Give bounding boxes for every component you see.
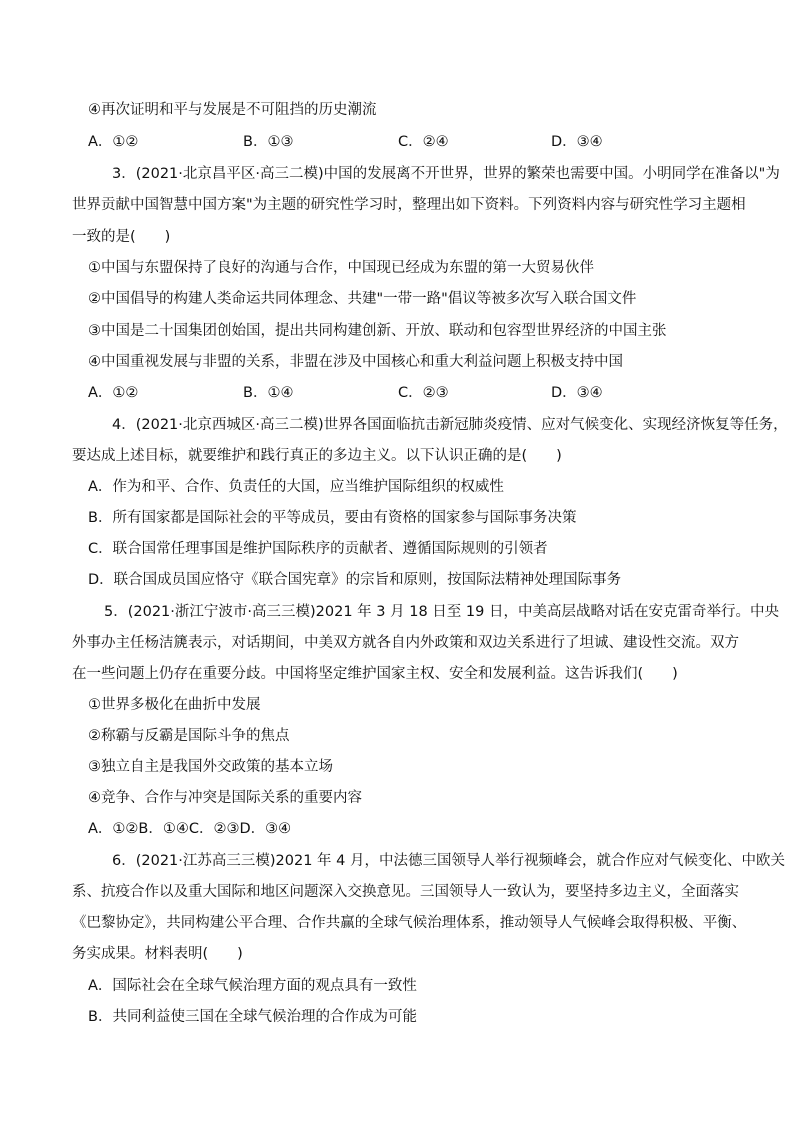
question-6-line-2: 系、抗疫合作以及重大国际和地区问题深入交换意见。三国领导人一致认为，要坚持多边主义，全面落实 xyxy=(72,884,739,900)
question-4-option-c: C．联合国常任理事国是维护国际秩序的贡献者、遵循国际规则的引领者 xyxy=(88,541,548,557)
question-4-option-b: B．所有国家都是国际社会的平等成员，要由有资格的国家参与国际事务决策 xyxy=(88,510,577,526)
question-4-option-a: A．作为和平、合作、负责任的大国，应当维护国际组织的权威性 xyxy=(88,479,504,495)
question-6-line-1: 6．(2021·江苏高三三模)2021 年 4 月，中法德三国领导人举行视频峰会，就合作应对气候变化、中欧关 xyxy=(112,853,786,869)
question-4-line-2: 要达成上述目标，就要维护和践行真正的多边主义。以下认识正确的是( ) xyxy=(72,448,562,464)
question-5-line-3: 在一些问题上仍存在重要分歧。中国将坚定维护国家主权、安全和发展利益。这告诉我们( ) xyxy=(72,666,678,682)
question-5-statement-2: ②称霸与反霸是国际斗争的焦点 xyxy=(88,728,290,744)
question-4-option-d: D．联合国成员国应恪守《联合国宪章》的宗旨和原则，按国际法精神处理国际事务 xyxy=(88,572,622,588)
question-5-statement-4: ④竞争、合作与冲突是国际关系的重要内容 xyxy=(88,790,362,806)
question-4-line-1: 4．(2021·北京西城区·高三二模)世界各国面临抗击新冠肺炎疫情、应对气候变化、实现经济恢复等任务， xyxy=(112,417,788,433)
question-5-line-1: 5．(2021·浙江宁波市·高三三模)2021 年 3 月 18 日至 19 日，中美高层战略对话在安克雷奇举行。中央 xyxy=(104,604,779,620)
option-c: C．②③ xyxy=(398,385,449,401)
question-5-line-2: 外事办主任杨洁篪表示，对话期间，中美双方就各自内外政策和双边关系进行了坦诚、建设性交流。双方 xyxy=(72,635,739,651)
question-3-statement-4: ④中国重视发展与非盟的关系，非盟在涉及中国核心和重大利益问题上积极支持中国 xyxy=(88,354,623,370)
option-b: B．①④ xyxy=(243,385,294,401)
option-d: D．③④ xyxy=(551,385,603,401)
question-6-line-3: 《巴黎协定》，共同构建公平合理、合作共赢的全球气候治理体系，推动领导人气候峰会取得积极、平衡、 xyxy=(72,915,747,931)
question-3-statement-2: ②中国倡导的构建人类命运共同体理念、共建"一带一路"倡议等被多次写入联合国文件 xyxy=(88,291,637,307)
option-b: B．①③ xyxy=(243,134,294,150)
option-c: C．②④ xyxy=(398,134,449,150)
option-a: A．①② xyxy=(88,134,139,150)
question-3-line-2: 世界贡献中国智慧中国方案"为主题的研究性学习时，整理出如下资料。下列资料内容与研究性学习主题相 xyxy=(72,197,746,213)
question-3-statement-1: ①中国与东盟保持了良好的沟通与合作，中国现已经成为东盟的第一大贸易伙伴 xyxy=(88,260,594,276)
question-3-line-1: 3．(2021·北京昌平区·高三二模)中国的发展离不开世界，世界的繁荣也需要中国。小明同学在准备以"为 xyxy=(112,166,780,182)
statement-4: ④再次证明和平与发展是不可阻挡的历史潮流 xyxy=(88,102,377,118)
question-3-options xyxy=(88,384,708,402)
question-6-option-a: A．国际社会在全球气候治理方面的观点具有一致性 xyxy=(88,978,417,994)
question-3-statement-3: ③中国是二十国集团创始国，提出共同构建创新、开放、联动和包容型世界经济的中国主张 xyxy=(88,323,667,339)
question-6-line-4: 务实成果。材料表明( ) xyxy=(72,946,243,962)
question-5-options: A．①②B．①④C．②③D．③④ xyxy=(88,821,292,837)
answer-options xyxy=(88,133,708,151)
question-5-statement-1: ①世界多极化在曲折中发展 xyxy=(88,697,261,713)
question-3-line-3: 一致的是( ) xyxy=(72,229,171,245)
question-5-statement-3: ③独立自主是我国外交政策的基本立场 xyxy=(88,759,333,775)
option-a: A．①② xyxy=(88,385,139,401)
question-6-option-b: B．共同利益使三国在全球气候治理的合作成为可能 xyxy=(88,1009,417,1025)
option-d: D．③④ xyxy=(551,134,603,150)
